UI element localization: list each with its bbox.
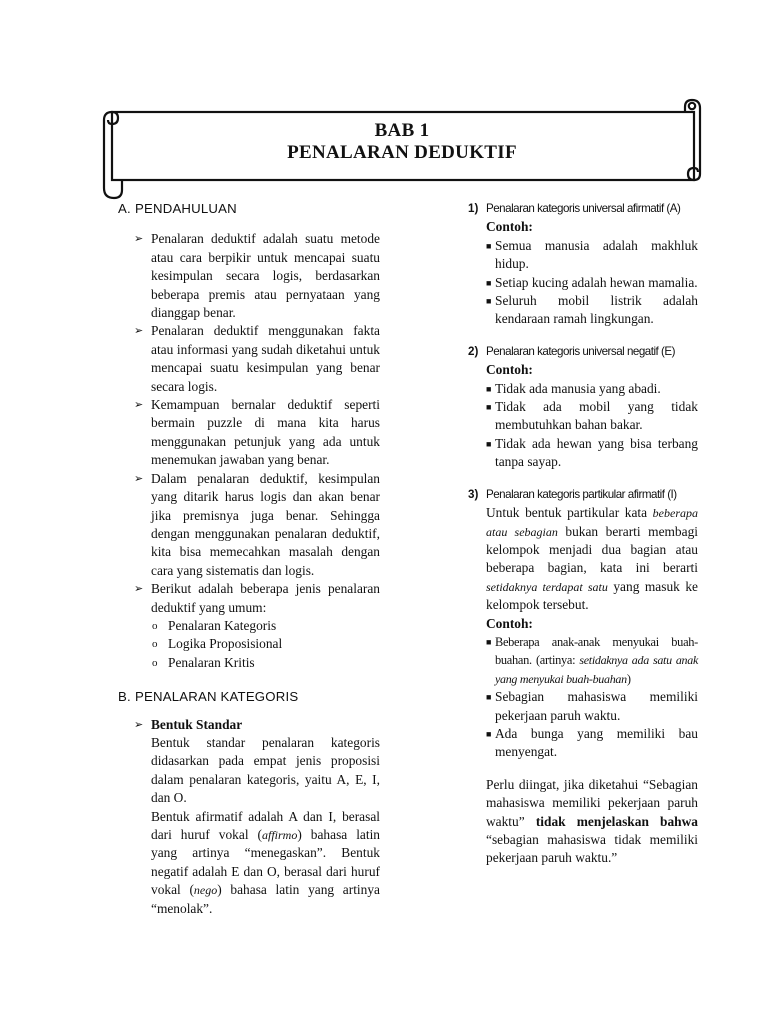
left-column <box>118 200 380 918</box>
example-item: ■ Tidak ada manusia yang abadi. <box>468 380 698 398</box>
example-item: ■ Semua manusia adalah makhluk hidup. <box>486 237 698 272</box>
list-item: ➢ Berikut adalah beberapa jenis penalaran deduktif yang umum: <box>134 581 380 615</box>
subheading: ➢ Bentuk Standar <box>118 716 380 734</box>
numbered-item-title: 3) Penalaran kategoris partikular afirmatif (I) <box>468 487 677 501</box>
square-bullet-icon: ■ <box>486 402 492 413</box>
list-item: ➢ Penalaran deduktif adalah suatu metode atau cara berpikir untuk mencapai suatu kesimpulan secara logis, berdasarkan beberapa premis atau pernyataan yang dianggap benar. <box>134 231 380 321</box>
paragraph: Bentuk standar penalaran kategoris didasarkan pada empat jenis proposisi dalam penalaran kategoris, yaitu A, E, I, dan O. <box>151 734 380 806</box>
example-label: Contoh: <box>486 615 533 631</box>
arrow-bullet-icon: ➢ <box>134 325 144 338</box>
section-a-heading: A. PENDAHULUAN <box>118 201 237 216</box>
arrow-bullet-icon: ➢ <box>134 233 144 246</box>
example-item: ■ Beberapa anak-anak menyukai buah-buahan. (artinya: setidaknya ada satu anak yang menyukai buah-buahan) <box>486 634 698 686</box>
example-label: Contoh: <box>486 219 533 235</box>
square-bullet-icon: ■ <box>486 296 492 307</box>
arrow-bullet-icon: ➢ <box>134 399 144 412</box>
square-bullet-icon: ■ <box>486 636 492 647</box>
square-bullet-icon: ■ <box>486 277 492 288</box>
example-item: ■ Tidak ada hewan yang bisa terbang tanpa sayap. <box>486 435 698 470</box>
numbered-item-title: 1) Penalaran kategoris universal afirmatif (A) <box>468 202 681 215</box>
sub-list-item: o Penalaran Kritis <box>118 654 380 672</box>
note-paragraph: Perlu diingat, jika diketahui “Sebagian mahasiswa memiliki pekerjaan paruh waktu” tidak menjelaskan bahwa “sebagian mahasiswa tidak memiliki pekerjaan paruh waktu.” <box>486 776 698 866</box>
circle-bullet-icon: o <box>152 638 158 651</box>
chapter-title: PENALARAN DEDUKTIF <box>287 142 517 163</box>
square-bullet-icon: ■ <box>486 692 492 703</box>
example-label: Contoh: <box>486 362 533 378</box>
example-item: ■ Ada bunga yang memiliki bau menyengat. <box>486 725 698 760</box>
example-item: ■ Sebagian mahasiswa memiliki pekerjaan paruh waktu. <box>486 689 698 723</box>
right-column <box>468 200 698 868</box>
paragraph: Bentuk afirmatif adalah A dan I, berasal dari huruf vokal (affirmo) bahasa latin yang artinya “menegaskan”. Bentuk negatif adalah E dan O, berasal dari huruf vokal (nego) bahasa latin yang artinya “menolak”. <box>151 808 381 916</box>
sub-list-item: o Penalaran Kategoris <box>118 617 380 635</box>
paragraph: Untuk bentuk partikular kata beberapa atau sebagian bukan berarti membagi kelompok menjadi dua bagian atau beberapa bagian, kata ini berarti setidaknya terdapat satu yang masuk ke kelompok tersebut. <box>486 505 698 613</box>
square-bullet-icon: ■ <box>486 240 492 251</box>
square-bullet-icon: ■ <box>486 438 492 449</box>
arrow-bullet-icon: ➢ <box>134 472 144 485</box>
arrow-bullet-icon: ➢ <box>134 583 144 596</box>
arrow-bullet-icon: ➢ <box>134 718 144 731</box>
circle-bullet-icon: o <box>152 619 158 632</box>
list-item: ➢ Penalaran deduktif menggunakan fakta atau informasi yang sudah diketahui untuk mencapai suatu kesimpulan yang benar secara logis. <box>134 323 380 394</box>
example-item: ■ Tidak ada mobil yang tidak membutuhkan bahan bakar. <box>486 399 698 433</box>
list-item: ➢ Dalam penalaran deduktif, kesimpulan yang ditarik harus logis dan akan benar jika premisnya juga benar. Sehingga dengan menggunakan penalaran deduktif, kita bisa memecahkan masalah dengan cara yang sistematis dan logis. <box>134 470 380 578</box>
square-bullet-icon: ■ <box>486 383 492 394</box>
circle-bullet-icon: o <box>152 656 158 669</box>
list-item: ➢ Kemampuan bernalar deduktif seperti bermain puzzle di mana kita harus menggunakan petunjuk yang ada untuk menemukan jawaban yang benar. <box>134 397 380 468</box>
section-b-heading: B. PENALARAN KATEGORIS <box>118 689 299 705</box>
title-banner <box>100 98 704 206</box>
numbered-item-title: 2) Penalaran kategoris universal negatif (E) <box>468 344 675 358</box>
chapter-number: BAB 1 <box>374 120 430 141</box>
example-item: ■ Seluruh mobil listrik adalah kendaraan ramah lingkungan. <box>486 293 698 327</box>
sub-list-item: o Logika Proposisional <box>118 635 380 653</box>
example-item: ■ Setiap kucing adalah hewan mamalia. <box>468 274 698 292</box>
square-bullet-icon: ■ <box>486 728 492 739</box>
